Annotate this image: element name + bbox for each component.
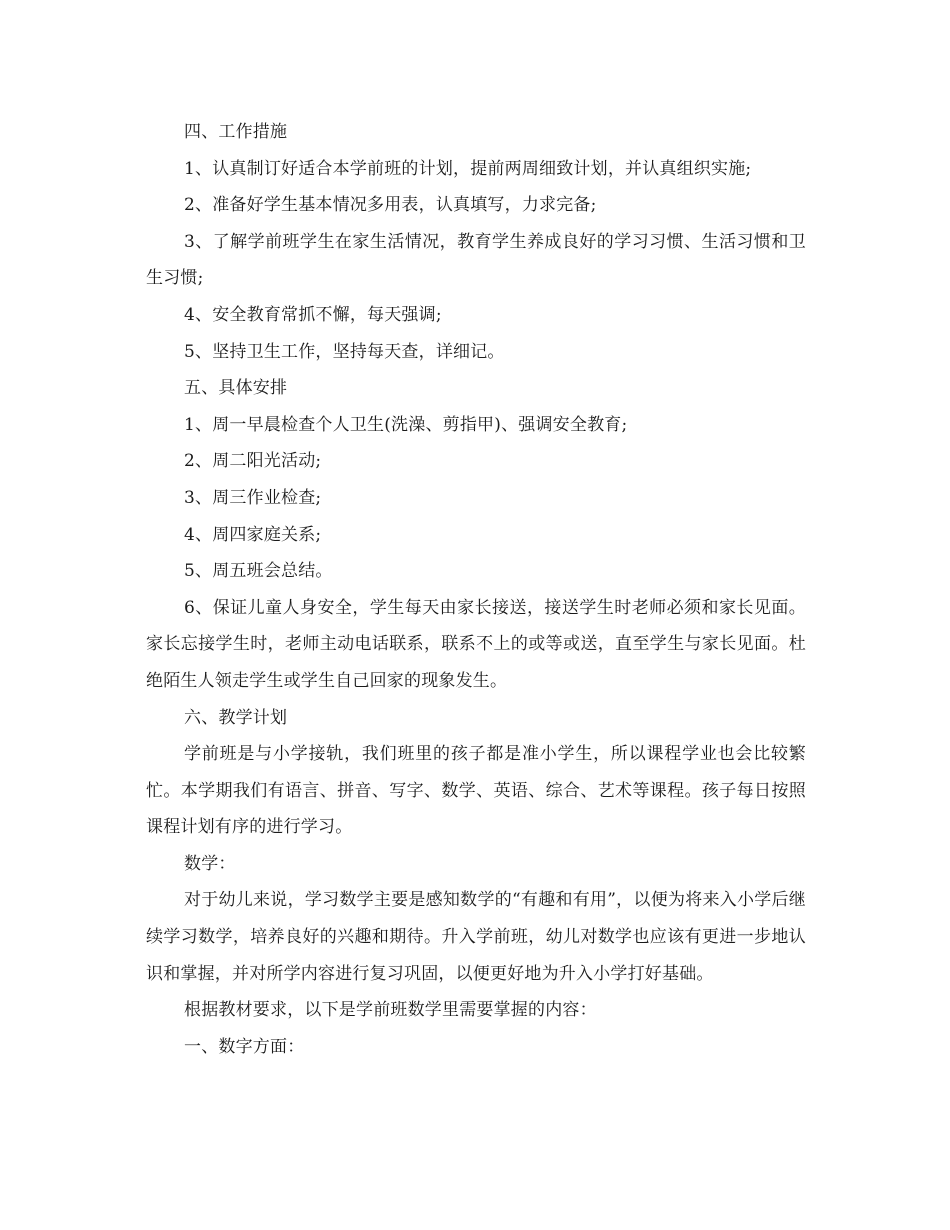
paragraph: 2、准备好学生基本情况多用表，认真填写，力求完备; bbox=[184, 195, 597, 216]
section-heading-work-measures: 四、工作措施 bbox=[184, 122, 288, 142]
paragraph: 4、安全教育常抓不懈，每天强调; bbox=[184, 304, 442, 325]
paragraph: 6、保证儿童人身安全，学生每天由家长接送，接送学生时老师必须和家长见面。家长忘接学生时，老师主动电话联系，联系不上的或等或送，直至学生与家长见面。杜绝陌生人领走学生或学生自己回家的现象发生。 bbox=[146, 597, 806, 691]
subheading-numbers: 一、数字方面： bbox=[184, 1036, 305, 1057]
paragraph: 2、周二阳光活动; bbox=[184, 451, 322, 472]
paragraph: 3、了解学前班学生在家生活情况，教育学生养成良好的学习习惯、生活习惯和卫生习惯; bbox=[146, 231, 806, 289]
paragraph: 根据教材要求，以下是学前班数学里需要掌握的内容： bbox=[184, 1000, 597, 1021]
paragraph: 1、认真制订好适合本学前班的计划，提前两周细致计划，并认真组织实施; bbox=[184, 158, 752, 179]
paragraph: 5、坚持卫生工作，坚持每天查，详细记。 bbox=[184, 341, 505, 362]
paragraph: 1、周一早晨检查个人卫生(洗澡、剪指甲)、强调安全教育; bbox=[184, 414, 628, 435]
section-heading-arrangement: 五、具体安排 bbox=[184, 378, 288, 399]
section-heading-teaching-plan: 六、教学计划 bbox=[184, 707, 288, 728]
document-body bbox=[146, 114, 806, 1065]
paragraph: 3、周三作业检查; bbox=[184, 487, 322, 508]
subheading-math: 数学： bbox=[184, 853, 236, 874]
paragraph: 学前班是与小学接轨，我们班里的孩子都是准小学生，所以课程学业也会比较繁忙。本学期我们有语言、拼音、写字、数学、英语、综合、艺术等课程。孩子每日按照课程计划有序的进行学习。 bbox=[146, 744, 806, 838]
paragraph: 对于幼儿来说，学习数学主要是感知数学的“有趣和有用”，以便为将来入小学后继续学习数学，培养良好的兴趣和期待。升入学前班，幼儿对数学也应该有更进一步地认识和掌握，并对所学内容进行复习巩固，以便更好地为升入小学打好基础。 bbox=[146, 890, 806, 984]
paragraph: 4、周四家庭关系; bbox=[184, 524, 322, 545]
paragraph: 5、周五班会总结。 bbox=[184, 561, 333, 582]
